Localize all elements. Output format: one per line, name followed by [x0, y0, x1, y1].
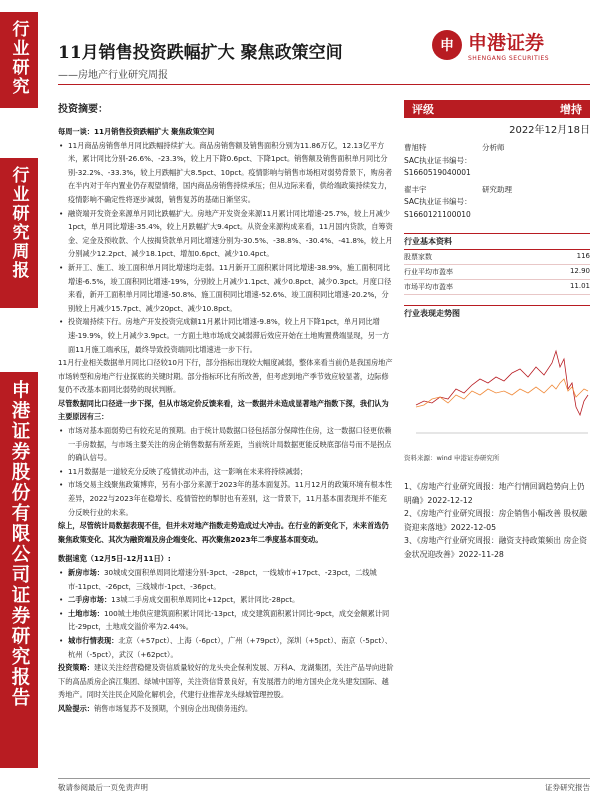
conclusion-paragraph: 综上，尽管统计局数据表现不佳，但并未对地产指数走势造成过大冲击。在行业的新变化下，未来首选仍聚焦政策变化、其次为融资端及房企端变化、再次聚焦2023年二季度基本面变动。 — [58, 521, 389, 544]
row-key: 股票家数 — [404, 253, 432, 261]
table-row — [404, 250, 590, 265]
related-report-link[interactable]: 2、《房地产行业研究周报：房企销售小幅改善 股权融资迎来落地》2022-12-05 — [404, 509, 587, 532]
logo-mark-icon: 申 — [432, 30, 462, 60]
data-text: 30城成交面积单周同比增速分别-3pct、-28pct，一线城市+17pct、-23pct，二线城市-11pct、-26pct，三线城市-1pct、-36pct。 — [68, 568, 377, 591]
row-value: 11.01 — [569, 282, 590, 290]
row-key: 市场平均市盈率 — [404, 283, 453, 291]
analyst-name: 翟丰宇 — [404, 184, 427, 194]
company-logo — [432, 28, 549, 62]
data-text: 100城土地供应建筑面积累计同比-13pct，成交建筑面积累计同比-9pct，成交金额累计同比-29pct，土地成交溢价率为2.44%。 — [68, 608, 390, 632]
footer-label: 证券研究报告 — [545, 783, 590, 792]
data-label: 城市行情表现： — [68, 635, 119, 645]
rating-bar — [404, 100, 590, 118]
performance-chart — [404, 319, 590, 447]
reason-bullet: • 市场对基本面弱势已有较充足的预期。由于统计局数据口径包括部分保障性住房，这一数据口径更依赖一手房数据，与市场主要关注的房企销售数据有所差距，当前统计局数据更能反映底部信号而不是拐点的确认信号。 — [58, 424, 394, 465]
related-reports — [404, 480, 590, 561]
sidebar-label-weekly: 行业研究周报 — [0, 158, 38, 308]
strategy-text: 建议关注经营稳健及资信质量较好的龙头央企保利发展、万科A、龙湖集团，关注产品导向进阶下的高品质房企滨江集团、绿城中国等，关注资信背景良好，有发展潜力的地方国央企龙头建发国际、越秀地产。同时关注民企风险化解机会，代建行业推荐龙头绿城管理控股。 — [58, 663, 394, 700]
data-text: 北京（+57pct）、上海（-6pct），广州（+79pct），深圳（+5pct）、南京（-5pct）、杭州（-5pct），武汉（+62pct）。 — [68, 635, 392, 659]
footer-disclaimer: 敬请参阅最后一页免责声明 — [58, 783, 148, 792]
analyst-role: 分析师 — [482, 143, 505, 152]
summary-bullet: • 投资端持续下行。房地产开发投资完成额11月累计同比增速-9.8%，较上月下降1pct，单月同比增速-19.9%，较上月减少3.9pct。一方面土地市场成交减弱滞后效应开始在土地购置费端显现，另一方面11月施工端承压，最终导致投资端同比增速进一步下行。 — [58, 315, 394, 356]
data-text: 13城二手房成交面积单周同比+12pct，累计同比-28pct。 — [111, 595, 300, 605]
logo-text-en: SHENGANG SECURITIES — [468, 55, 550, 62]
summary-paragraph-bold: 尽管数据同比口径进一步下探，但从市场定价反馈来看，这一数据并未造成显著地产指数下探，我们认为主要原因有三： — [58, 398, 389, 422]
report-date: 2022年12月18日 — [509, 125, 590, 136]
performance-chart-heading: 行业表现走势图 — [404, 305, 590, 319]
rating-label: 评级 — [412, 103, 434, 116]
summary-column — [58, 100, 394, 716]
row-value: 12.90 — [569, 267, 590, 275]
data-label: 土地市场： — [68, 608, 104, 618]
page-title: 11月销售投资跌幅扩大 聚焦政策空间 — [58, 43, 343, 63]
row-value: 116 — [576, 252, 590, 260]
industry-data-table — [404, 250, 590, 295]
industry-data-heading: 行业基本资料 — [404, 233, 590, 250]
summary-bullet: • 11月商品房销售单月同比跌幅持续扩大。商品房销售额及销售面积分别为11.86万亿，12.13亿平方米，累计同比分别-26.6%、-23.3%，较上月下降0.6pct、下降1pct。销售额及销售面积单月同比分别-32.2%、-33.3%，较上月跌幅扩大8.5pct、10pct。疫情影响与销售市场相对弱势背景下，购房者在半内对于年内置业仍存观望情绪，国内商品房销售持续承压；但从边际来看，供给端政策持续发力，疫情影响不确定性将逐步减弱，销售复苏的基础日渐坚实。 — [58, 139, 394, 207]
data-label: 二手房市场： — [68, 595, 112, 605]
header-divider — [58, 84, 590, 85]
summary-bullet: • 融资端开发资金来源单月同比跌幅扩大。房地产开发资金来源11月累计同比增速-25.7%，较上月减少1pct，单月同比增速-35.4%，较上月跌幅扩大9.4pct。从资金来源构成来看，11月国内贷款，自筹资金、定金及预收款、个人按揭贷款单月同比增速分别为-30.5%、-38.8%、-30.4%、-41.8%，较上月分别减少12.2pct、减少18.1pct、增加0.6pct、减少10.4pct。 — [58, 207, 394, 261]
summary-heading: 投资摘要： — [58, 104, 108, 115]
related-report-link[interactable]: 1、《房地产行业研究周报：地产行情回调趋势向上仍明确》2022-12-12 — [404, 482, 585, 505]
analyst-role: 研究助理 — [482, 184, 512, 194]
analyst-block — [404, 142, 590, 221]
analyst-name: 曹旭特 — [404, 143, 427, 152]
table-row — [404, 265, 590, 280]
page-subtitle: ——房地产行业研究周报 — [58, 70, 168, 81]
logo-text-cn: 申港证券 — [468, 32, 545, 54]
table-row — [404, 280, 590, 295]
analyst-cert-label: SAC执业证书编号： — [404, 197, 472, 206]
chart-source: 资料来源：wind 申港证券研究所 — [404, 454, 500, 462]
analyst-cert-label: SAC执业证书编号： — [404, 155, 472, 165]
weekly-topic: 每周一谈：11月销售投资跌幅扩大 聚焦政策空间 — [58, 127, 215, 136]
risk-text: 销售市场复苏不及预期，个别房企出现债务违约。 — [93, 703, 253, 713]
summary-paragraph: 11月行业相关数据单月同比口径较10月下行，部分指标出现较大幅度减弱，整体来看当前仍是我国房地产市场转型和房地产行业探底的关键时期。部分指标环比有所改善，但考虑到地产季节效应较显著，边际修复仍不改基本面同比弱势的现状判断。 — [58, 358, 393, 395]
analyst-cert: S1660519040001 — [404, 168, 471, 177]
reason-bullet: • 11月数据是一道较充分反映了疫情扰动冲击，这一影响在未来将持续减弱； — [58, 465, 394, 479]
summary-bullet: • 新开工、施工、竣工面积单月同比增速均走弱。11月新开工面积累计同比增速-38.9%，施工面积同比增速-6.5%，竣工面积同比增速-19%，分别较上月减少1.1pct、减少0.8pct、减少0.3pct。月度口径来看，新开工面积单月同比增速-50.8%、施工面积同比增速-52.6%、竣工面积同比增速-20.2%，分别较上月减少15.7pct、减少20pct、减少10.8pct。 — [58, 261, 394, 315]
analyst-cert: S1660121100010 — [404, 209, 471, 219]
data-label: 新房市场： — [68, 568, 104, 577]
page-footer — [58, 778, 590, 793]
sidebar-label-company: 申港证券股份有限公司证券研究报告 — [0, 372, 38, 768]
industry-line — [416, 351, 588, 415]
info-column — [404, 100, 590, 561]
market-line — [416, 379, 588, 407]
reason-bullet: • 市场交易主线聚焦政策博弈，另有小部分来源于2023年的基本面复苏。11月12月的政策环境有根本性差异，2022与2023年在稳增长、疫情管控的掣肘也有差别，这一背景下，11月基本面表现并不能充分反映行业的未来。 — [58, 478, 394, 519]
risk-label: 风险提示： — [58, 703, 94, 713]
row-key: 行业平均市盈率 — [404, 268, 453, 276]
rating-value: 增持 — [560, 103, 582, 116]
strategy-label: 投资策略： — [58, 663, 94, 673]
sidebar-label-industry: 行业研究 — [0, 12, 38, 108]
related-report-link[interactable]: 3、《房地产行业研究周报：融资支持政策频出 房企资金状况迎改善》2022-11-28 — [404, 536, 587, 559]
weekly-data-heading: 数据速览（12月5日-12月11日）: — [58, 554, 171, 564]
